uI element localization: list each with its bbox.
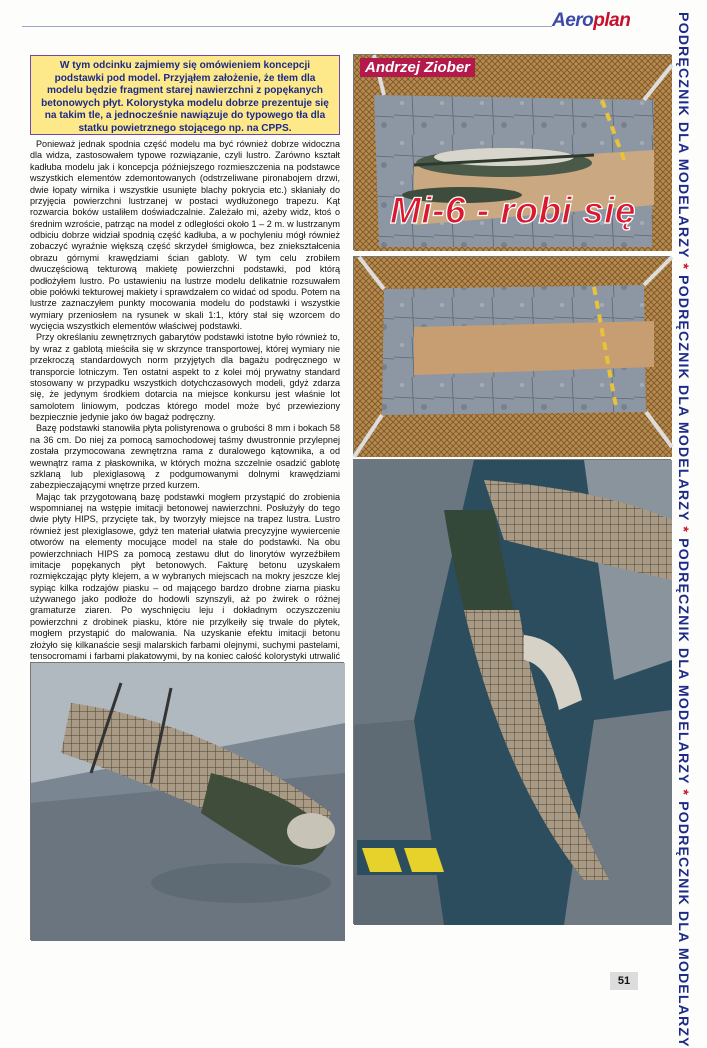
paragraph: Bazę podstawki stanowiła płyta polistyrenowa o grubości 8 mm i bokach 58 na 36 cm. Do niej za pomocą samochodowej taśmy dwustronnie przylepnej została przymocowana zewnętrzna rama z duralowego kątownika, a od wewnątrz rama z płaskownika, w których można szczelnie osadzić gablotę szklaną lub plexiglasową z podgumowanymi dolnymi krawędziami zabezpieczającymi wnętrze przed kurzem. <box>30 423 340 491</box>
side-banner-separator: * <box>675 263 691 276</box>
article-body <box>30 139 340 659</box>
side-banner-text <box>675 12 691 1048</box>
paragraph: Mając tak przygotowaną bazę podstawki mogłem przystąpić do zrobienia wspomnianej na wstępie imitacji betonowej nawierzchni. Posłużyły do tego dwie płyty HIPS, przycięte tak, by tworzyły miejsce na trapez lustra. Lustro również jest plexiglasowe, gdyż ten materiał ułatwia precyzyjne wywiercenie otworów na elementy mocujące model na stałe do podstawki. Na obu powierzchniach HIPS za pomocą zestawu dłut do linorytów wyrzeźbiłem imitacje popękanych płyt betonowych. Fakturę betonu uzyskałem rozmiękczając płyty klejem, a w wybranych miejscach na mokry jeszcze klej sypiąc kilka rodzajów piasku – od mającego bardzo drobne ziarna piasku używanego jako podłoże do hodowli szynszyli, aż po żwirek o różnej gramaturze ziaren. Po wyschnięciu leju i dokładnym oczyszczeniu powierzchni z drobinek piasku, które nie przylkeiły się trwale do płytek, mogłem przystąpić do malowania. Na uzyskanie efektu imitacji betonu złożyło się kilkanaście sesji malarskich farbami olejnymi, suchymi pastelami, tensocromami i farbami plakatowymi, by na koniec całość kolorystyki utrwalić <box>30 491 340 661</box>
intro-text: W tym odcinku zajmiemy się omówieniem koncepcji podstawki pod model. Przyjąłem założenie, że tłem dla modelu będzie fragment starej nawierzchni z popękanych betonowych płyt. Kolorystyka modelu dobrze prezentuje się na takim tle, a jednocześnie nawiązuje do typowego tła dla statku powietrznego stojącego np. na CPPS. <box>41 60 329 134</box>
side-banner-phrase: PODRĘCZNIK DLA MODELARZY <box>675 275 691 527</box>
photo-helicopter-closeup <box>30 662 344 940</box>
side-banner-phrase: PODRĘCZNIK DLA MODELARZY <box>675 538 691 790</box>
page-number: 51 <box>610 972 638 990</box>
side-banner <box>675 10 706 1048</box>
side-banner-separator: * <box>675 789 691 802</box>
article-title: Mi-6 - robi się <box>390 190 636 231</box>
author-label: Andrzej Ziober <box>360 58 475 77</box>
photo-base-empty <box>353 256 671 456</box>
paragraph: Ponieważ jednak spodnia część modelu ma być również dobrze widoczna dla widza, zastosowałem typowe rozwiązanie, czyli lustro. Zarówno kształt kadłuba modelu jak i koncepcja późniejszego rozmieszczenia na podstawce wszystkich elementów zdemontowanych (odstrzeliwane pironabojem drzwi, dwie łopaty wirnika i wszystkie usunięte blachy pokrycia etc.) skłaniały do przyjęcia powierzchni lustrzanej w postaci wydłużonego trapezu. Kąt rozwarcia boków ustaliłem doświadczalnie. Zależało mi, ażeby widz, ktoś o średnim wzroście, patrząc na model z odległości około 1 – 2 m. w lustrzanym odbiciu dobrze widział spodnią część kadłuba, a w pochyleniu mógł również zobaczyć wyraźnie większą część skrzydeł śmigłowca, bez zniekształcenia obrazu górnymi krawędziami ścian gabloty. W tym celu zrobiłem dwuczęściową tekturową makietę powierzchni podstawki, pod którą podłożyłem lustro. Po ustawieniu na lustrze modelu delikatnie rozsuwałem obie połówki tekturowej makiety i sprawdzałem co widać od spodu. Potem na lustrze zaznaczyłem punkty mocowania modelu do podstawki i wszystkie wymiary przeniosłem na rysunek w skali 1:1, który stał się wzorcem do wycięcia wszystkich elementów właściwej podstawki. <box>30 139 340 331</box>
magazine-logo: Aeroplan <box>552 10 631 31</box>
side-banner-phrase: PODRĘCZNIK DLA MODELARZY <box>675 12 691 264</box>
side-banner-separator: * <box>675 526 691 539</box>
photo-helicopter-mirror <box>353 459 671 924</box>
side-banner-phrase: PODRĘCZNIK DLA MODELARZY <box>675 801 691 1048</box>
paragraph: Przy określaniu zewnętrznych gabarytów podstawki istotne było również to, by wraz z gablotą mieściła się w skrzynce transportowej, której wymiary nie przekroczą standardowych norm przyjętych dla bagażu podręcznego w transporcie lotniczym. Ten ostatni aspekt to z kolei mój prywatny standard stosowany w przypadku wszystkich dotychczasowych modeli, gdyż zdarza się, że jedynym środkiem dotarcia na miejsce konkursu jest właśnie lot samolotem liniowym, podczas którego model może być przewieziony bezpiecznie jedynie jako ów bagaż podręczny. <box>30 332 340 422</box>
header-rule <box>22 26 552 27</box>
intro-box <box>30 55 340 135</box>
